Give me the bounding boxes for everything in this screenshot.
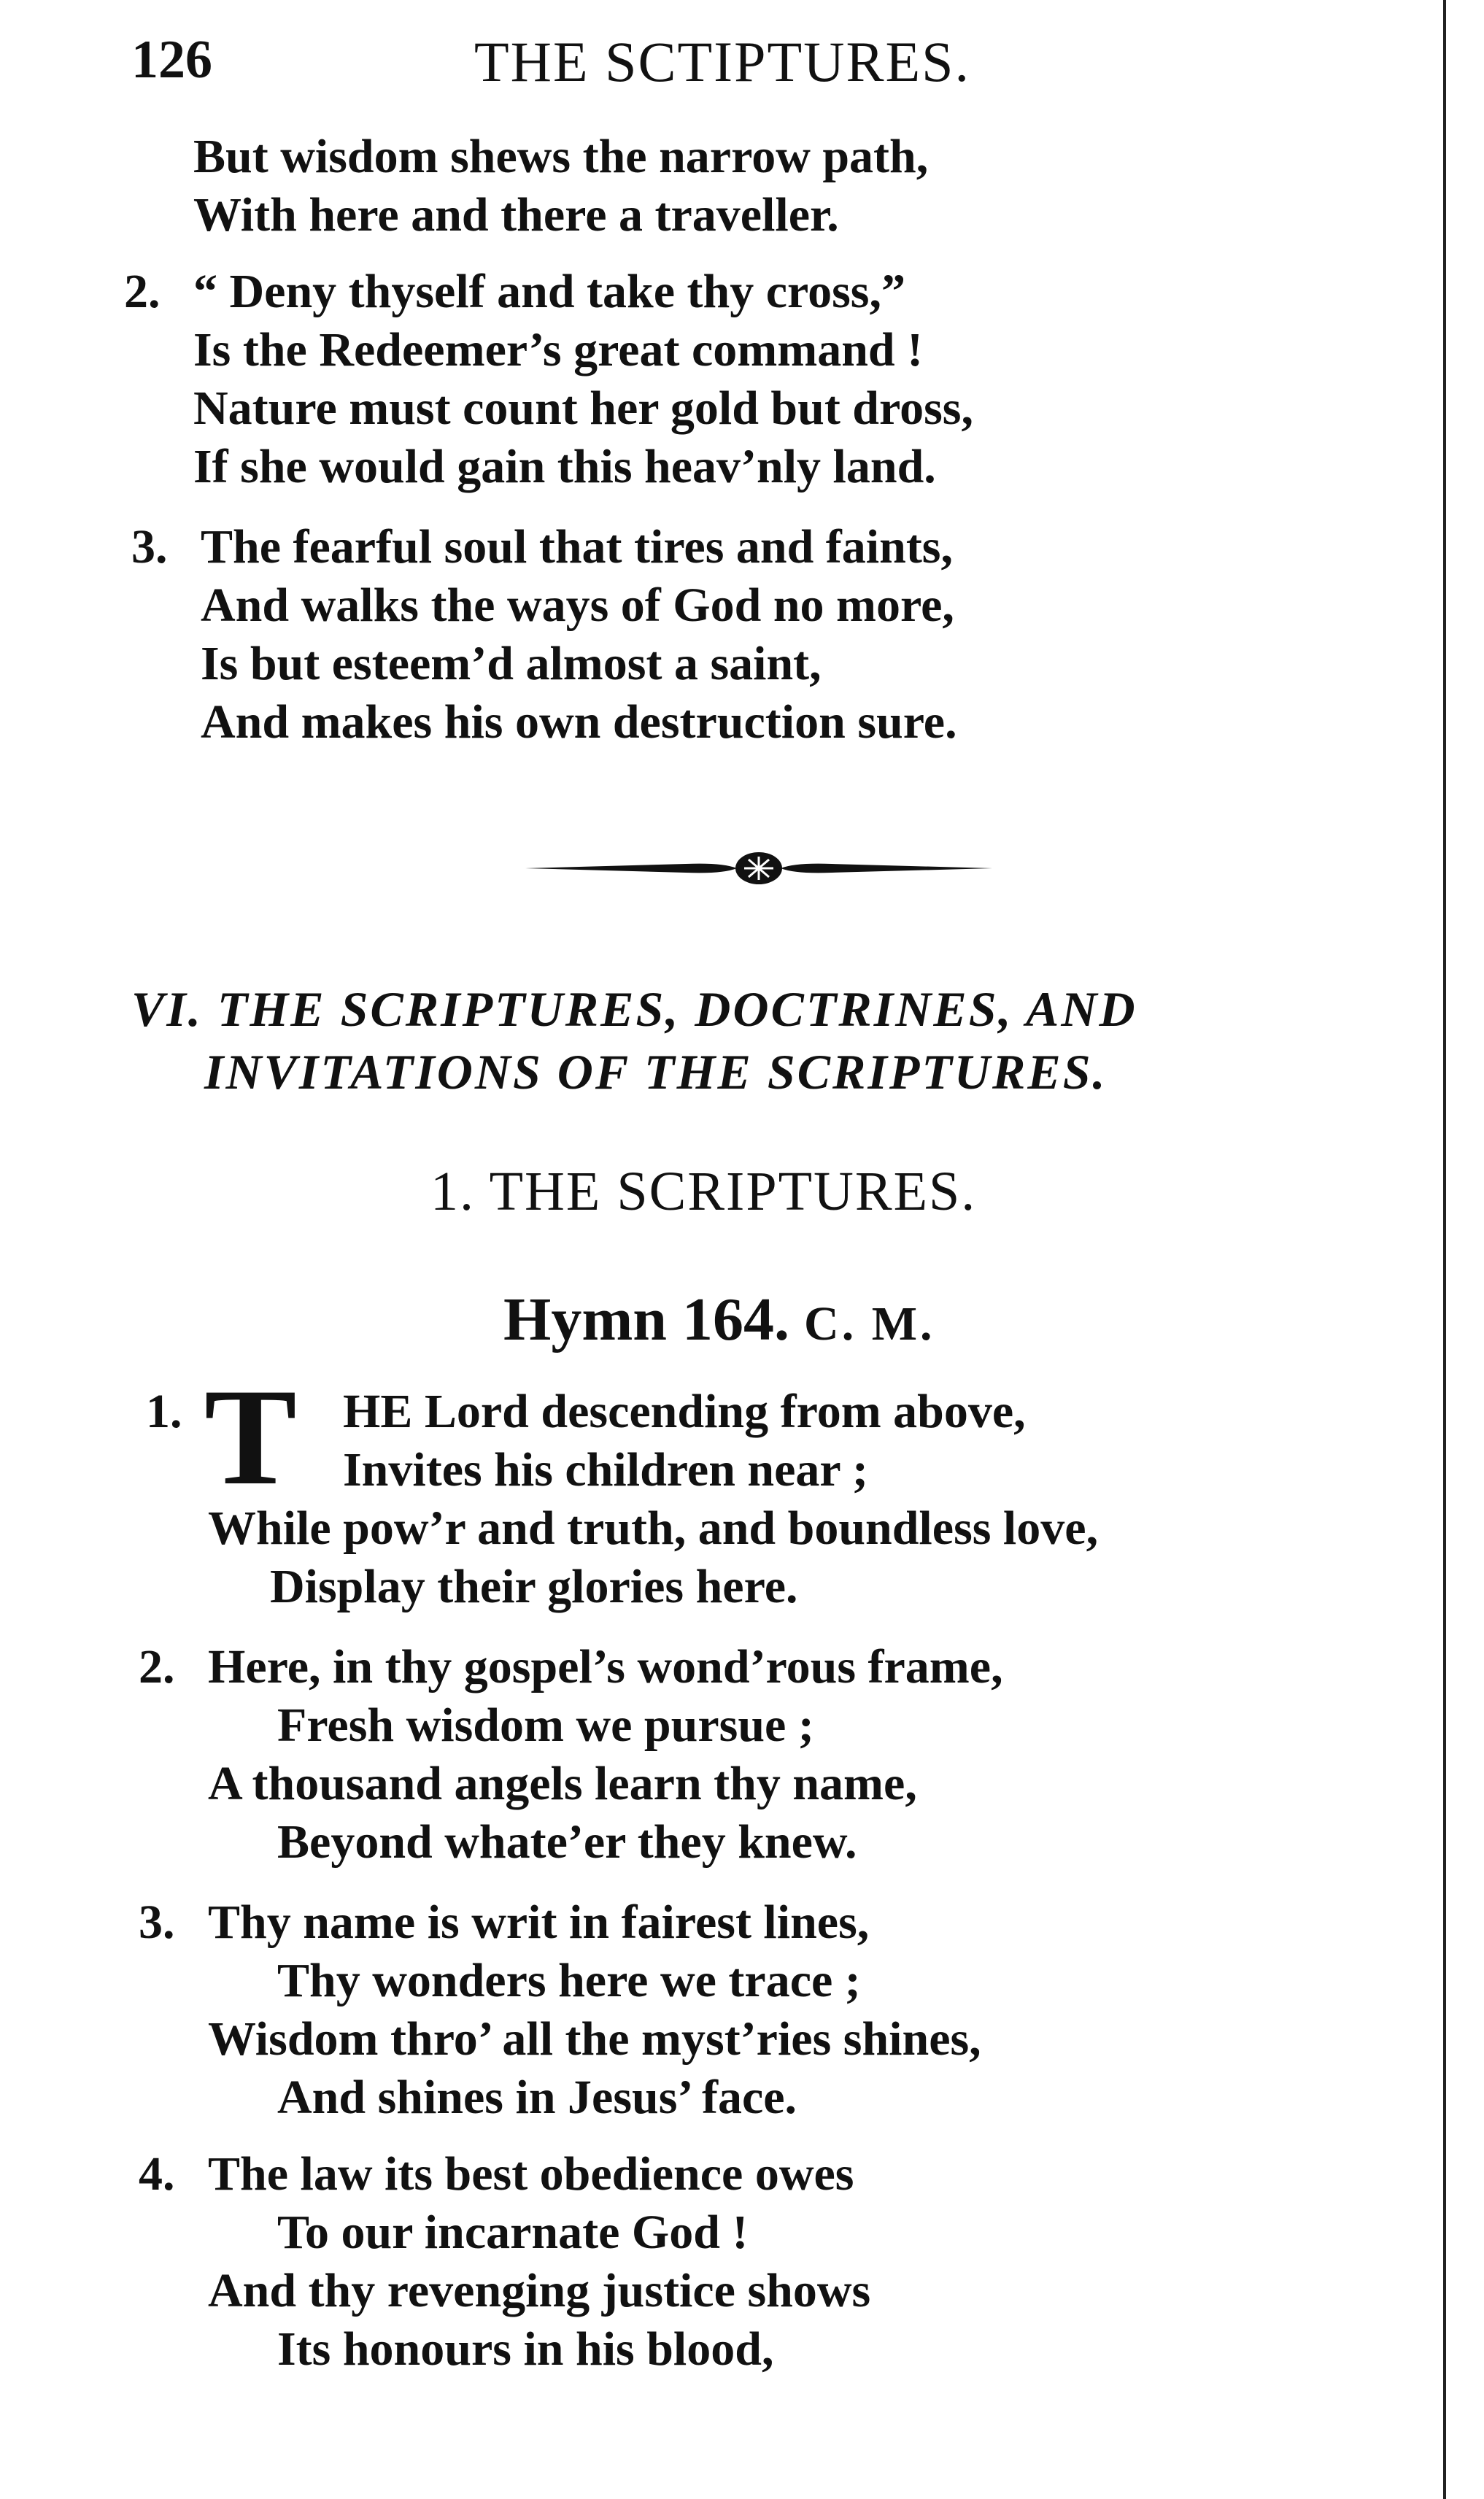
verse-line: But wisdom shews the narrow path, bbox=[193, 130, 929, 183]
verse-line: A thousand angels learn thy name, bbox=[208, 1757, 917, 1810]
verse-line: Fresh wisdom we pursue ; bbox=[277, 1699, 814, 1752]
verse-line: And shines in Jesus’ face. bbox=[277, 2071, 797, 2124]
drop-cap: T bbox=[204, 1361, 297, 1514]
stanza bbox=[124, 263, 973, 496]
verse-line: Here, in thy gospel’s wond’rous frame, bbox=[208, 1640, 1003, 1693]
stanza-number: 3. bbox=[139, 1896, 175, 1949]
page-number: 126 bbox=[131, 30, 212, 90]
verse-line: Is but esteem’d almost a saint, bbox=[201, 637, 822, 690]
section-heading-line: INVITATIONS OF THE SCRIPTURES. bbox=[204, 1044, 1108, 1100]
subsection-heading: 1. THE SCRIPTURES. bbox=[430, 1161, 977, 1222]
hymn-number: Hymn 164. bbox=[503, 1286, 790, 1353]
stanza bbox=[139, 1893, 981, 2127]
section-heading bbox=[131, 978, 1386, 1103]
verse-line: The fearful soul that tires and faints, bbox=[201, 520, 953, 573]
verse-line: To our incarnate God ! bbox=[277, 2206, 749, 2259]
verse-line: “ Deny thyself and take thy cross,” bbox=[193, 265, 905, 318]
verse-line: Its honours in his blood, bbox=[277, 2322, 774, 2376]
hymn-meter: C. M. bbox=[804, 1297, 935, 1351]
section-heading-line: VI. THE SCRIPTURES, DOCTRINES, AND bbox=[131, 981, 1137, 1037]
stanza-number: 3. bbox=[131, 520, 168, 573]
verse-line: And walks the ways of God no more, bbox=[201, 579, 954, 632]
verse-line: The law its best obedience owes bbox=[208, 2147, 854, 2201]
running-title: THE SCTIPTURES. bbox=[474, 30, 971, 93]
stanza bbox=[139, 2145, 871, 2379]
hymn-title bbox=[503, 1284, 935, 1355]
stanza bbox=[139, 1638, 1003, 1872]
stanza-number: 2. bbox=[139, 1640, 175, 1693]
verse-line: With here and there a traveller. bbox=[193, 188, 839, 242]
running-head bbox=[131, 29, 1167, 109]
hymn-fragment bbox=[193, 128, 928, 244]
verse-line: While pow’r and truth, and boundless love, bbox=[208, 1502, 1099, 1555]
stanza bbox=[146, 1361, 1386, 1623]
verse-line: And makes his own destruction sure. bbox=[201, 695, 957, 749]
verse-line: Invites his children near ; bbox=[343, 1443, 868, 1496]
verse-line: Nature must count her gold but dross, bbox=[193, 382, 973, 435]
verse-line: HE Lord descending from above, bbox=[343, 1385, 1026, 1438]
verse-line: Thy name is writ in fairest lines, bbox=[208, 1896, 870, 1949]
verse-line: And thy revenging justice shows bbox=[208, 2264, 871, 2317]
verse-line: Thy wonders here we trace ; bbox=[277, 1954, 861, 2007]
verse-line: Is the Redeemer’s great command ! bbox=[193, 323, 924, 376]
stanza-number: 4. bbox=[139, 2147, 175, 2201]
verse-line: Beyond whate’er they knew. bbox=[277, 1815, 857, 1869]
verse-line: Wisdom thro’ all the myst’ries shines, bbox=[208, 2012, 981, 2066]
stanza-number: 2. bbox=[124, 265, 161, 318]
verse-line: Display their glories here. bbox=[270, 1560, 798, 1613]
ornamental-divider bbox=[518, 846, 1000, 890]
page-edge-rule bbox=[1443, 0, 1446, 2499]
stanza bbox=[131, 518, 957, 752]
stanza-number: 1. bbox=[146, 1385, 182, 1438]
verse-line: If she would gain this heav’nly land. bbox=[193, 440, 936, 493]
